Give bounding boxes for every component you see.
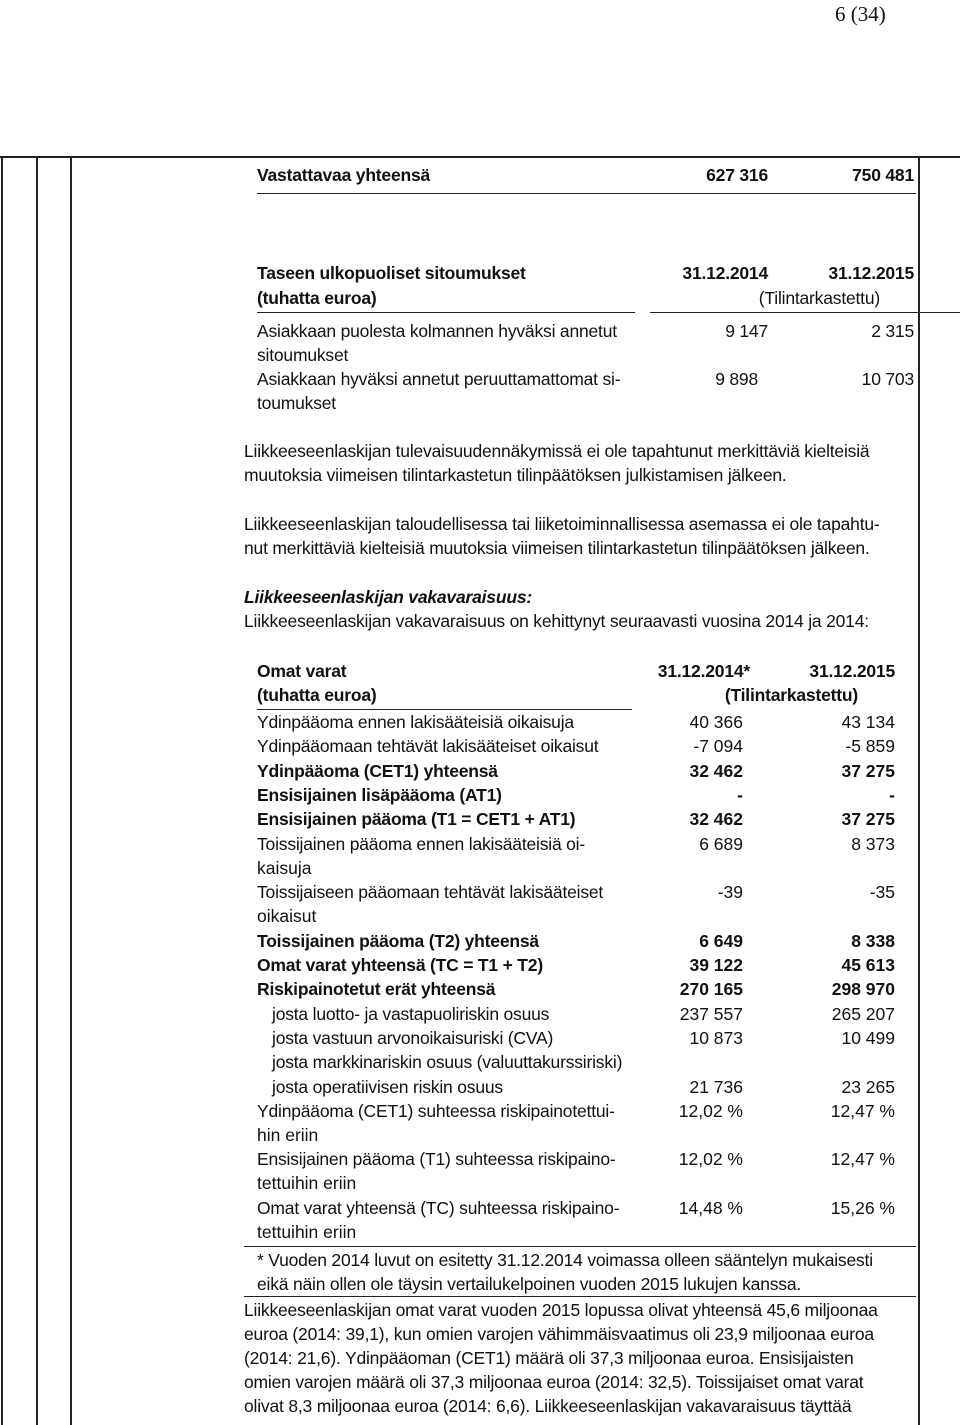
own-funds-title: Omat varat <box>257 661 347 681</box>
own-funds-row-label-cont: hin eriin <box>257 1124 319 1145</box>
off-balance-col1-header: 31.12.2014 <box>682 263 768 283</box>
off-balance-row-2-v2: 10 703 <box>861 369 914 389</box>
own-funds-row-value-2014: 14,48 % <box>678 1198 743 1218</box>
own-funds-row-value-2014: 237 557 <box>679 1003 743 1024</box>
own-funds-row <box>0 1147 960 1194</box>
own-funds-row-value-2014: 32 462 <box>689 809 743 830</box>
own-funds-row-value-2015: 8 373 <box>851 833 895 854</box>
own-funds-row-value-2014: - <box>737 784 743 805</box>
own-funds-row-label: josta vastuun arvonoikaisuriski (CVA) <box>272 1027 554 1048</box>
own-funds-row <box>0 734 960 758</box>
own-funds-row-value-2015: -5 859 <box>845 736 895 757</box>
footnote <box>257 1248 873 1296</box>
own-funds-row <box>0 953 960 977</box>
own-funds-row <box>0 1196 960 1242</box>
off-balance-row-2-label: Asiakkaan hyväksi annetut peruuttamattomat si- <box>257 369 621 389</box>
own-funds-row-value-2015: 37 275 <box>841 809 895 830</box>
own-funds-row-label-cont: kaisuja <box>257 857 312 878</box>
own-funds-row <box>0 710 960 734</box>
own-funds-row-value-2015: 12,47 % <box>830 1149 895 1170</box>
own-funds-row-label: Toissijainen pääoma ennen lakisääteisiä oi- <box>257 833 585 854</box>
own-funds-row-value-2014: 40 366 <box>689 712 743 732</box>
own-funds-row-label-cont: tettuihin eriin <box>257 1173 357 1194</box>
own-funds-row-label: Ydinpääoma (CET1) suhteessa riskipainotettui- <box>257 1100 615 1121</box>
footnote-top-rule <box>244 1246 916 1247</box>
totals-value-2015: 750 481 <box>852 165 914 185</box>
own-funds-row <box>0 977 960 1001</box>
own-funds-row <box>0 1075 960 1099</box>
own-funds-row-value-2015: 23 265 <box>841 1076 895 1097</box>
own-funds-row-label: Ydinpääoma ennen lakisääteisiä oikaisuja <box>257 712 574 732</box>
own-funds-row <box>0 759 960 783</box>
own-funds-row-label: josta operatiivisen riskin osuus <box>272 1076 503 1097</box>
own-funds-row-value-2015: 8 338 <box>851 930 895 951</box>
own-funds-row-value-2014: 12,02 % <box>678 1149 743 1170</box>
own-funds-row <box>0 1050 960 1074</box>
off-balance-row-2-label-cont: toumukset <box>257 393 336 413</box>
own-funds-row-value-2015: 265 207 <box>831 1003 895 1024</box>
off-balance-row-1-label-cont: sitoumukset <box>257 345 349 365</box>
totals-label: Vastattavaa yhteensä <box>257 165 431 185</box>
own-funds-row-label: Ydinpääomaan tehtävät lakisääteiset oikaisut <box>257 736 599 757</box>
financial-position-line-2: nut merkittäviä kielteisiä muutoksia viimeisen tilintarkastetun tilinpäätöksen jälkeen. <box>244 538 870 558</box>
summary-line-4: omien varojen määrä oli 37,3 miljoonaa euroa (2014: 32,5). Toissijaiset omat varat <box>244 1372 864 1392</box>
own-funds-row-label: Ensisijainen pääoma (T1 = CET1 + AT1) <box>257 809 576 830</box>
own-funds-row-value-2015: - <box>889 784 895 805</box>
own-funds-col1-header: 31.12.2014* <box>657 661 750 681</box>
totals-underline <box>257 193 916 194</box>
own-funds-row-value-2015: 15,26 % <box>830 1198 895 1218</box>
summary-line-3: (2014: 21,6). Ydinpääoman (CET1) määrä oli 37,3 miljoonaa euroa. Ensisijaisten <box>244 1348 854 1368</box>
own-funds-row-value-2014: 32 462 <box>689 760 743 781</box>
own-funds-row-label-cont: tettuihin eriin <box>257 1222 357 1242</box>
own-funds-row-value-2015: 12,47 % <box>830 1100 895 1121</box>
off-balance-row-1-label: Asiakkaan puolesta kolmannen hyväksi annetut <box>257 321 617 341</box>
off-balance-col2-note: (Tilintarkastettu) <box>758 288 880 308</box>
off-balance-row-2-v1: 9 898 <box>715 369 758 389</box>
summary-line-2: euroa (2014: 39,1), kun omien varojen vähimmäisvaatimus oli 23,9 miljoonaa euroa <box>244 1324 874 1344</box>
own-funds-row <box>0 783 960 807</box>
own-funds-row-label: Toissijaiseen pääomaan tehtävät lakisääteiset <box>257 882 604 903</box>
own-funds-row <box>0 1026 960 1050</box>
off-balance-unit: (tuhatta euroa) <box>257 288 377 308</box>
own-funds-summary-paragraph <box>244 1298 878 1418</box>
footnote-line-1: * Vuoden 2014 luvut on esitetty 31.12.2014 voimassa olleen sääntelyn mukaisesti <box>257 1250 873 1270</box>
own-funds-row-value-2014: 270 165 <box>679 979 743 1000</box>
own-funds-row-value-2015: -35 <box>869 882 895 903</box>
own-funds-row <box>0 880 960 927</box>
own-funds-row <box>0 929 960 953</box>
capital-adequacy-heading: Liikkeeseenlaskijan vakavaraisuus: <box>244 587 532 607</box>
off-balance-header-underline-left <box>257 312 635 313</box>
own-funds-row-value-2015: 37 275 <box>841 760 895 781</box>
outlook-line-2: muutoksia viimeisen tilintarkastetun tilinpäätöksen julkistamisen jälkeen. <box>244 465 787 485</box>
off-balance-row-1-v2: 2 315 <box>871 321 914 341</box>
outlook-line-1: Liikkeeseenlaskijan tulevaisuudennäkymissä ei ole tapahtunut merkittäviä kielteisiä <box>244 441 870 461</box>
own-funds-row-value-2014: 12,02 % <box>678 1100 743 1121</box>
own-funds-row-label: Toissijainen pääoma (T2) yhteensä <box>257 930 539 951</box>
own-funds-row-value-2014: 10 873 <box>689 1027 743 1048</box>
own-funds-row-label: Ensisijainen lisäpääoma (AT1) <box>257 784 502 805</box>
own-funds-col2-header: 31.12.2015 <box>809 661 895 681</box>
footnote-line-2: eikä näin ollen ole täysin vertailukelpoinen vuoden 2015 lukujen kanssa. <box>257 1274 802 1294</box>
own-funds-row-value-2015: 45 613 <box>841 955 895 975</box>
summary-line-1: Liikkeeseenlaskijan omat varat vuoden 2015 lopussa olivat yhteensä 45,6 miljoonaa <box>244 1300 878 1320</box>
totals-value-2014: 627 316 <box>706 165 768 185</box>
own-funds-unit: (tuhatta euroa) <box>257 685 377 705</box>
own-funds-row-label: Ensisijainen pääoma (T1) suhteessa riskipaino- <box>257 1149 616 1170</box>
own-funds-row-label: Ydinpääoma (CET1) yhteensä <box>257 760 498 781</box>
own-funds-row-value-2015: 10 499 <box>841 1027 895 1048</box>
summary-line-5: olivat 8,3 miljoonaa euroa (2014: 6,6). Liikkeeseenlaskijan vakavaraisuus täyttää <box>244 1396 852 1416</box>
own-funds-row <box>0 1099 960 1145</box>
own-funds-row-label: josta markkinariskin osuus (valuuttakurssiriski) <box>272 1052 623 1073</box>
own-funds-col2-note: (Tilintarkastettu) <box>724 685 858 705</box>
off-balance-title: Taseen ulkopuoliset sitoumukset <box>257 263 526 283</box>
capital-adequacy-intro: Liikkeeseenlaskijan vakavaraisuus on kehittynyt seuraavasti vuosina 2014 ja 2014: <box>244 611 869 631</box>
own-funds-row-value-2014: 6 689 <box>699 833 743 854</box>
own-funds-row-value-2014: 39 122 <box>689 955 743 975</box>
own-funds-row-label: josta luotto- ja vastapuoliriskin osuus <box>272 1003 550 1024</box>
financial-position-line-1: Liikkeeseenlaskijan taloudellisessa tai liiketoiminnallisessa asemassa ei ole tapahtu- <box>244 514 880 534</box>
own-funds-row-value-2014: 6 649 <box>699 930 743 951</box>
financial-position-paragraph <box>244 512 880 560</box>
off-balance-row-1-v1: 9 147 <box>725 321 768 341</box>
own-funds-row-label: Omat varat yhteensä (TC) suhteessa riskipaino- <box>257 1198 620 1218</box>
own-funds-row-value-2014: -7 094 <box>693 736 743 757</box>
own-funds-row-value-2014: -39 <box>717 882 743 903</box>
own-funds-row-label-cont: oikaisut <box>257 906 317 927</box>
own-funds-row-value-2015: 43 134 <box>841 712 895 732</box>
off-balance-header-underline-right <box>650 312 960 313</box>
own-funds-row <box>0 1002 960 1026</box>
own-funds-row-value-2014: 21 736 <box>689 1076 743 1097</box>
own-funds-row-value-2015: 298 970 <box>831 979 895 1000</box>
own-funds-row-label: Riskipainotetut erät yhteensä <box>257 979 496 1000</box>
own-funds-row <box>0 807 960 831</box>
own-funds-row <box>0 832 960 878</box>
outlook-paragraph <box>244 439 869 487</box>
footnote-bottom-rule <box>244 1296 916 1297</box>
frame-top-border <box>0 156 960 158</box>
page-number: 6 (34) <box>835 2 886 26</box>
own-funds-row-label: Omat varat yhteensä (TC = T1 + T2) <box>257 955 543 975</box>
off-balance-col2-header: 31.12.2015 <box>828 263 914 283</box>
